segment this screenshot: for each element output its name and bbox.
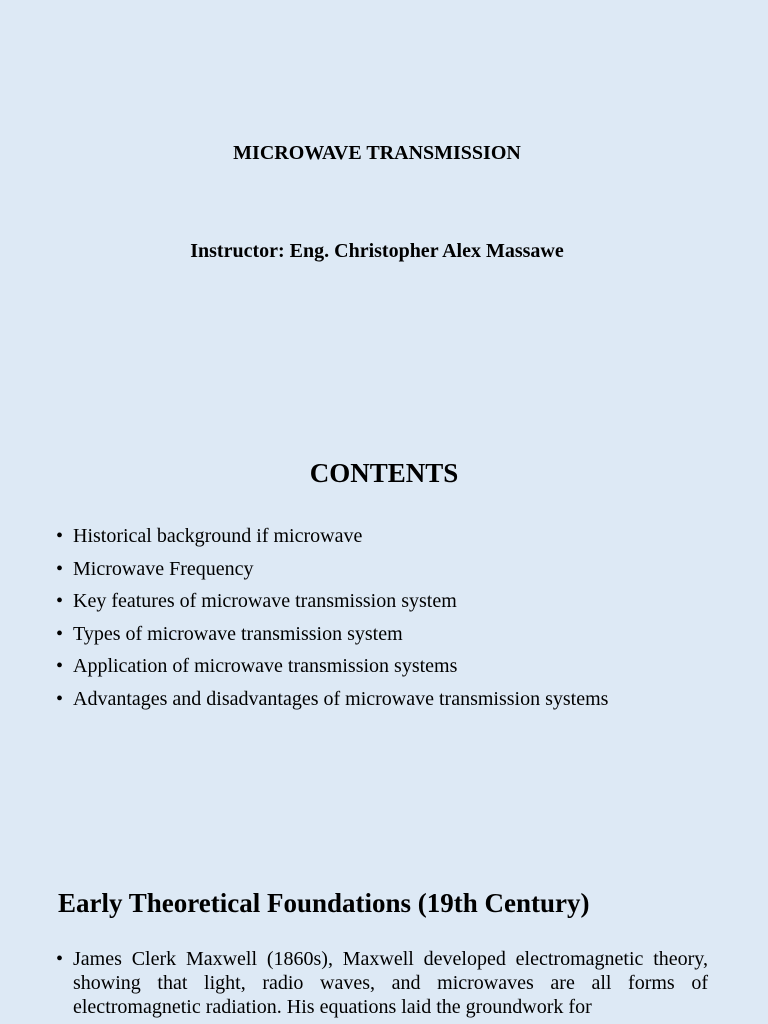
- bullet-icon: •: [56, 525, 64, 547]
- title-slide: [0, 0, 768, 400]
- history-slide: [0, 840, 768, 1024]
- instructor-line: Instructor: Eng. Christopher Alex Massawe: [190, 240, 564, 262]
- history-item: [56, 947, 708, 1019]
- contents-item-text: Application of microwave transmission systems: [73, 655, 458, 677]
- bullet-icon: •: [56, 622, 64, 645]
- document-title: MICROWAVE TRANSMISSION: [233, 142, 521, 164]
- contents-item-text: Types of microwave transmission system: [73, 622, 403, 645]
- contents-item: [56, 683, 608, 716]
- history-list: [56, 947, 708, 1019]
- contents-list: [56, 520, 608, 715]
- bullet-icon: •: [56, 557, 64, 580]
- bullet-icon: •: [56, 687, 64, 710]
- contents-item: [56, 650, 608, 683]
- contents-item-text: Key features of microwave transmission system: [73, 590, 457, 612]
- bullet-icon: •: [56, 655, 64, 677]
- bullet-icon: •: [56, 590, 64, 612]
- section-heading: Early Theoretical Foundations (19th Century): [58, 888, 590, 918]
- contents-item-text: Microwave Frequency: [73, 557, 254, 580]
- history-item-text: James Clerk Maxwell (1860s), Maxwell developed electromagnetic theory, showing that light, radio waves, and microwaves are all forms of electromagnetic radiation. His equations laid the groundwork for: [73, 948, 708, 1018]
- contents-heading: CONTENTS: [309, 458, 459, 488]
- contents-item: [56, 585, 608, 618]
- contents-slide: [0, 400, 768, 840]
- bullet-icon: •: [56, 948, 64, 970]
- contents-item: [56, 520, 608, 553]
- contents-item: [56, 553, 608, 586]
- contents-item-text: Historical background if microwave: [73, 525, 363, 547]
- contents-item-text: Advantages and disadvantages of microwave transmission systems: [73, 687, 609, 710]
- contents-item: [56, 618, 608, 651]
